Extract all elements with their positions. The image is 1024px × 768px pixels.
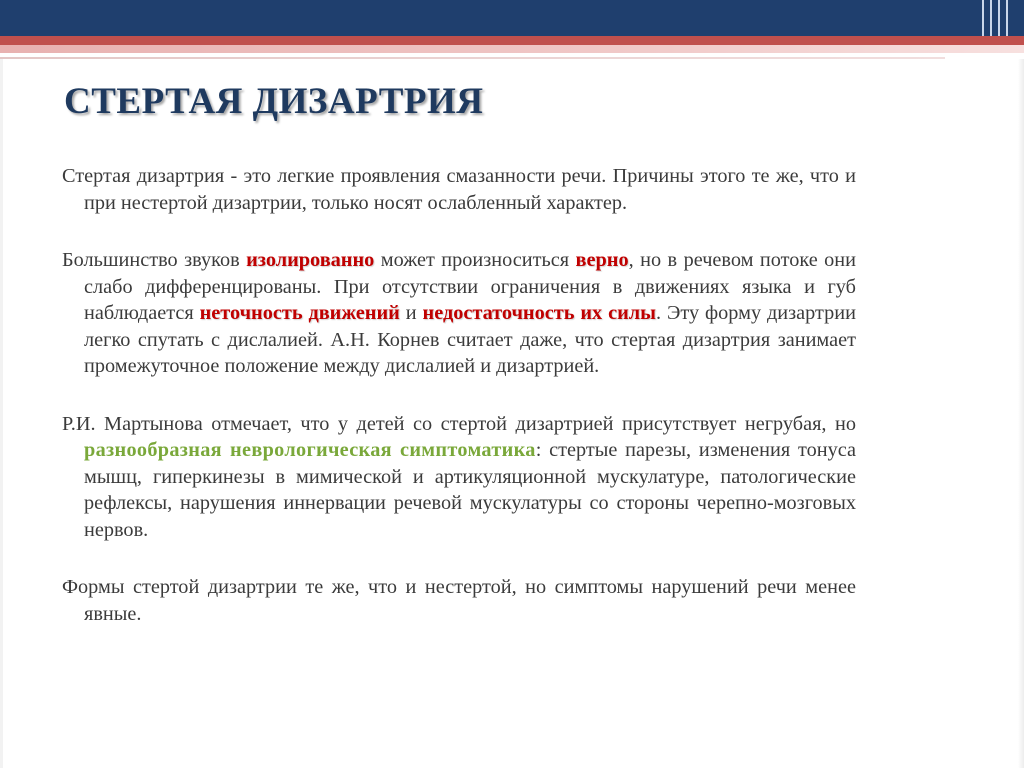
paragraph-text: . Эту форму дизартрии легко спутать с дислалией. А.Н. Корнев считает даже, что стертая дизартрия занимает промежуточное положение между дислалией и дизартрией. <box>84 302 857 377</box>
highlight-insufficient-strength: недостаточность их силы <box>422 302 656 324</box>
highlight-correct: верно <box>575 249 629 271</box>
paragraph-definition <box>62 163 856 216</box>
header-corner-decoration <box>976 0 1024 36</box>
highlight-inaccuracy: неточность движений <box>199 302 400 324</box>
paragraph-text: Формы стертой дизартрии те же, что и нестертой, но симптомы нарушений речи менее явные. <box>62 576 856 625</box>
left-edge-shade <box>0 59 3 768</box>
paragraph-text: Большинство звуков <box>62 249 247 271</box>
paragraph-sounds <box>62 247 856 380</box>
paragraph-text: , но в речевом потоке они слабо дифференцированы. При отсутствии ограничения в движениях языка и губ наблюдается <box>84 249 856 324</box>
slide-body <box>62 163 856 627</box>
paragraph-text: Р.И. Мартынова отмечает, что у детей со стертой дизартрией присутствует негрубая, но <box>62 412 856 435</box>
paragraph-text: может произноситься <box>374 249 576 271</box>
paragraph-text: : стертые парезы, изменения тонуса мышц, гиперкинезы в мимической и артикуляционной мускулатуре, патологические рефлексы, нарушения иннервации речевой мускулатуры со стороны черепно-мозговых нервов. <box>84 439 856 541</box>
highlight-isolated: изолированно <box>246 249 375 271</box>
paragraph-text: Стертая дизартрия - это легкие проявления смазанности речи. Причины этого те же, что и при нестертой дизартрии, только носят ослабленный характер. <box>62 165 856 214</box>
paragraph-forms <box>62 574 856 627</box>
slide-title: СТЕРТАЯ ДИЗАРТРИЯ <box>64 81 484 122</box>
paragraph-martynova <box>62 411 856 544</box>
header-divider-line <box>0 57 945 59</box>
highlight-neurological-symptoms: разнообразная неврологическая симптоматика <box>84 439 536 461</box>
header-red-band <box>0 36 1024 45</box>
paragraph-text: и <box>399 302 423 324</box>
header-bar <box>0 0 1024 36</box>
header-pink-band <box>0 45 1024 53</box>
right-edge-shade <box>1018 59 1024 768</box>
